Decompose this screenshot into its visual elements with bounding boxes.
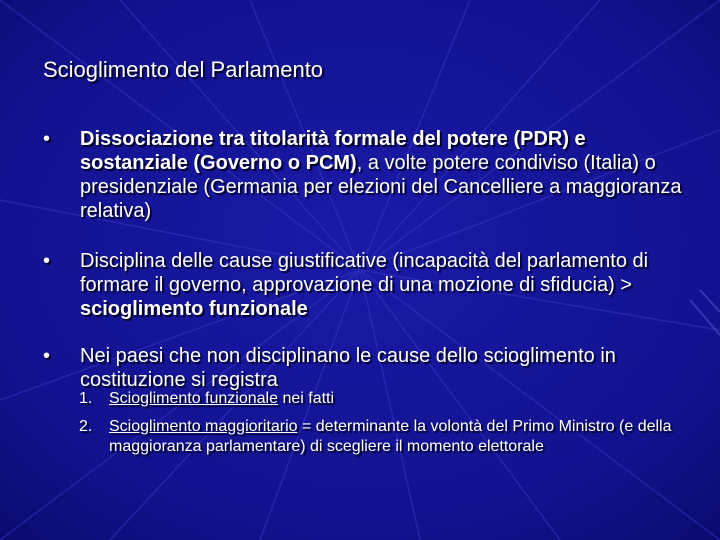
numbered-item [79, 417, 679, 457]
numbered-list [79, 389, 679, 457]
bullet-text: Nei paesi che non disciplinano le cause dello scioglimento in costituzione si registra [80, 345, 616, 391]
numbered-text: nei fatti [278, 390, 335, 407]
bullet-marker: • [43, 345, 51, 367]
numbered-item [79, 389, 679, 417]
underlined-term: Scioglimento maggioritario [109, 418, 298, 435]
bullet-marker: • [43, 128, 51, 150]
bullet-text: Disciplina delle cause giustificative (incapacità del parlamento di formare il governo, approvazione di una mozione di sfiducia) > [80, 250, 649, 296]
bullet-item [36, 127, 696, 249]
bullet-bold-text: scioglimento funzionale [80, 298, 308, 320]
bullet-text: , a volte potere condiviso (Italia) o presidenziale (Germania per elezioni del Cancelliere a maggioranza relativa) [80, 152, 682, 222]
bullet-bold-text: Dissociazione tra titolarità formale del potere (PDR) e sostanziale (Governo o PCM) [80, 128, 586, 174]
number-marker: 2. [79, 418, 93, 435]
bullet-item [36, 344, 696, 392]
numbered-text: = determinante la volontà del Primo Ministro (e della maggioranza parlamentare) di scegliere il momento elettorale [109, 418, 672, 455]
bullet-list [36, 127, 696, 392]
underlined-term: Scioglimento funzionale [109, 390, 278, 407]
number-marker: 1. [79, 390, 93, 407]
bullet-item [36, 249, 696, 344]
slide-title: Scioglimento del Parlamento [43, 57, 324, 82]
bullet-marker: • [43, 250, 51, 272]
